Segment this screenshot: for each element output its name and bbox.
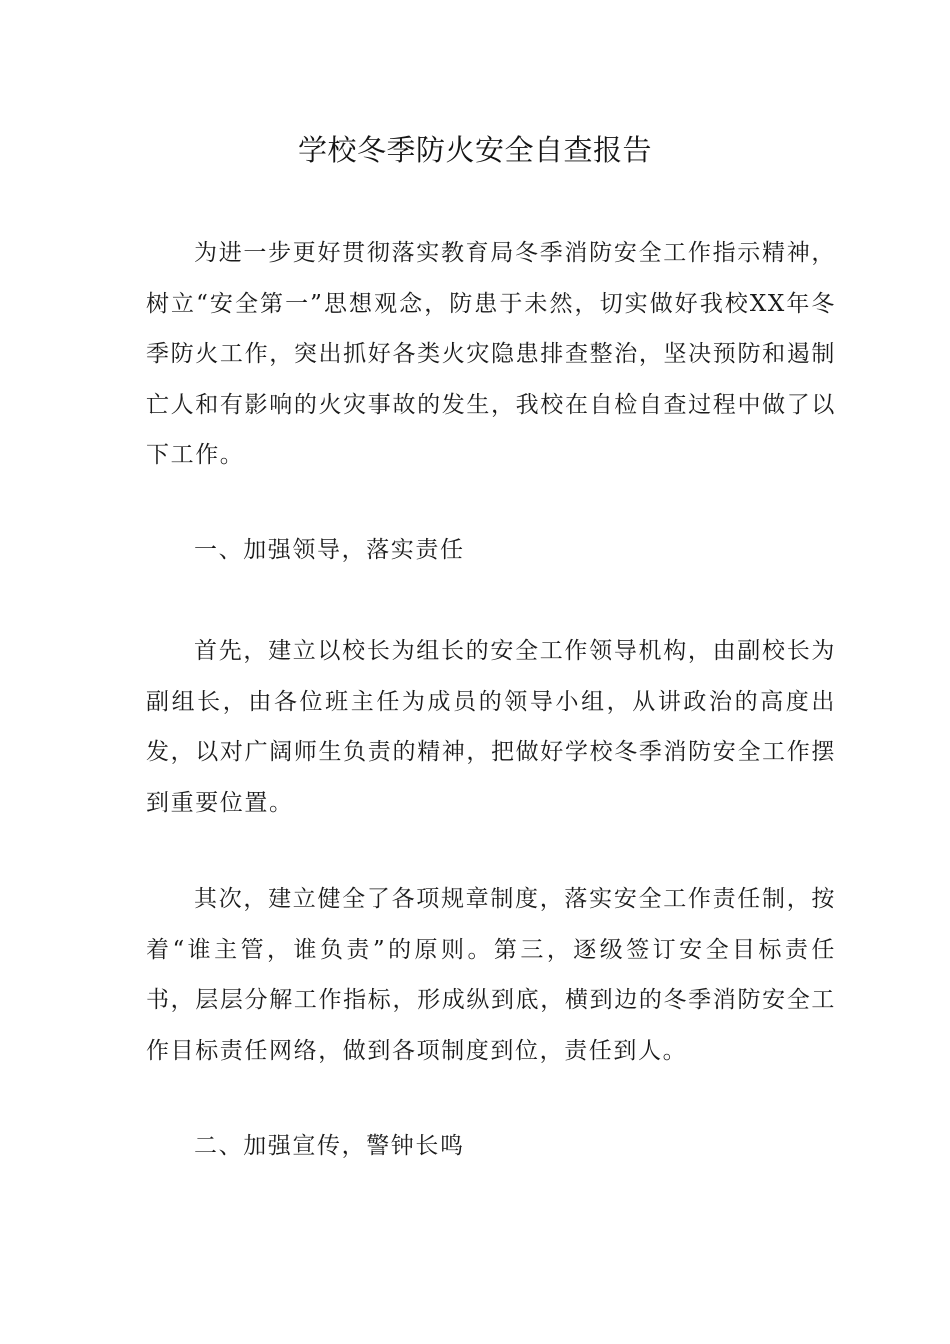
section-heading-1: 一、加强领导，落实责任 [194,537,465,563]
document-title: 学校冬季防火安全自查报告 [297,133,652,167]
paragraph-leadership: 首先，建立以校长为组长的安全工作领导机构，由副校长为副组长，由各位班主任为成员的领导小组，从讲政治的高度出发，以对广阔师生负责的精神，把做好学校冬季消防安全工作摆到重要位置。 [146,638,836,816]
paragraph-responsibility: 其次，建立健全了各项规章制度，落实安全工作责任制，按着“谁主管，谁负责”的原则。第三，逐级签订安全目标责任书，层层分解工作指标，形成纵到底，横到边的冬季消防安全工作目标责任网络，做到各项制度到位，责任到人。 [146,886,836,1064]
section-heading-2: 二、加强宣传，警钟长鸣 [194,1133,465,1159]
intro-paragraph: 为进一步更好贯彻落实教育局冬季消防安全工作指示精神，树立“安全第一”思想观念，防患于未然，切实做好我校XX年冬季防火工作，突出抓好各类火灾隐患排查整治，坚决预防和遏制亡人和有影响的火灾事故的发生，我校在自检自查过程中做了以下工作。 [146,240,836,468]
